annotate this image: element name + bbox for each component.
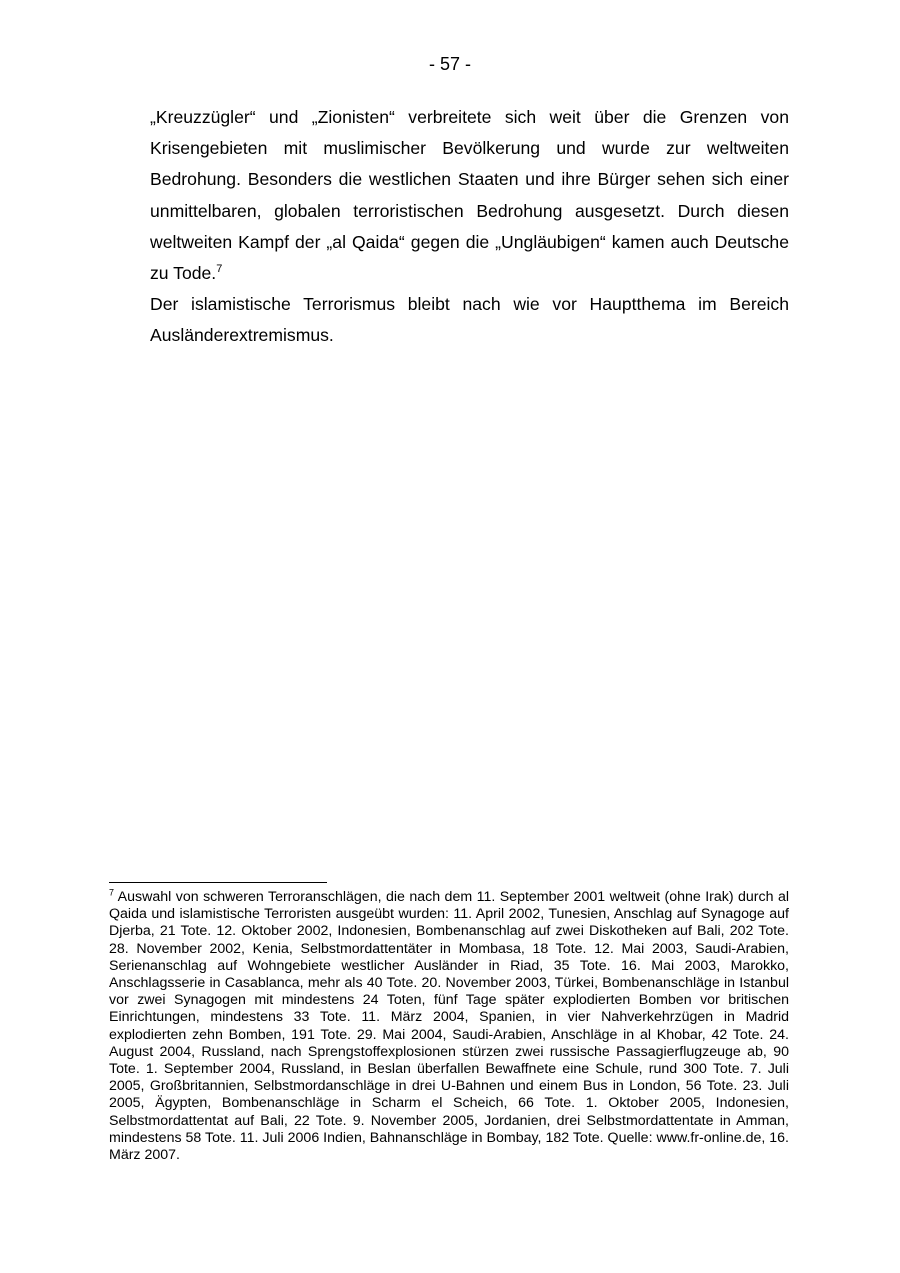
footnote-text: Auswahl von schweren Terroranschlägen, die nach dem 11. September 2001 weltweit (ohne Irak) durch al Qaida und islamistische Terroristen ausgeübt wurden: 11. April 2002, Tunesien, Anschlag auf Synagoge auf Djerba, 21 Tote. 12. Oktober 2002, Indonesien, Bombenanschlag auf zwei Diskotheken auf Bali, 202 Tote. 28. November 2002, Kenia, Selbstmordattentäter in Mombasa, 18 Tote. 12. Mai 2003, Saudi-Arabien, Serienanschlag auf Wohngebiete westlicher Ausländer in Riad, 35 Tote. 16. Mai 2003, Marokko, Anschlagsserie in Casablanca, mehr als 40 Tote. 20. November 2003, Türkei, Bombenanschläge in Istanbul vor zwei Synagogen mit mindestens 24 Toten, fünf Tage später explodierten Bomben vor britischen Einrichtungen, mindestens 33 Tote. 11. März 2004, Spanien, in vier Nahverkehrzügen in Madrid explodierten zehn Bomben, 191 Tote. 29. Mai 2004, Saudi-Arabien, Anschläge in al Khobar, 42 Tote. 24. August 2004, Russland, nach Sprengstoffexplosionen stürzen zwei russische Passagierflugzeuge ab, 90 Tote. 1. September 2004, Russland, in Beslan überfallen Bewaffnete eine Schule, rund 300 Tote. 7. Juli 2005, Großbritannien, Selbstmordanschläge in drei U-Bahnen und einem Bus in London, 56 Tote. 23. Juli 2005, Ägypten, Bombenanschläge in Scharm el Scheich, 66 Tote. 1. Oktober 2005, Indonesien, Selbstmordattentat auf Bali, 22 Tote. 9. November 2005, Jordanien, drei Selbstmordattentate in Amman, mindestens 58 Tote. 11. Juli 2006 Indien, Bahnanschläge in Bombay, 182 Tote. Quelle: www.fr-online.de, 16. März 2007.	[109, 889, 789, 1164]
paragraph-2: Der islamistische Terrorismus bleibt nach wie vor Hauptthema im Bereich Ausländerextremismus.	[150, 294, 789, 346]
footnote	[109, 889, 789, 1164]
footnote-reference[interactable]: 7	[216, 263, 223, 276]
footnote-separator	[109, 882, 327, 883]
body-text	[150, 102, 789, 352]
paragraph-1	[150, 102, 789, 289]
page-number: - 57 -	[428, 54, 471, 74]
footnote-marker: 7	[109, 887, 115, 898]
paragraph-1-text: „Kreuzzügler“ und „Zionisten“ verbreitete sich weit über die Grenzen von Krisengebieten mit muslimischer Bevölkerung und wurde zur weltweiten Bedrohung. Besonders die westlichen Staaten und ihre Bürger sehen sich einer unmittelbaren, globalen terroristischen Bedrohung ausgesetzt. Durch diesen weltweiten Kampf der „al Qaida“ gegen die „Ungläubigen“ kamen auch Deutsche zu Tode.	[150, 107, 789, 284]
